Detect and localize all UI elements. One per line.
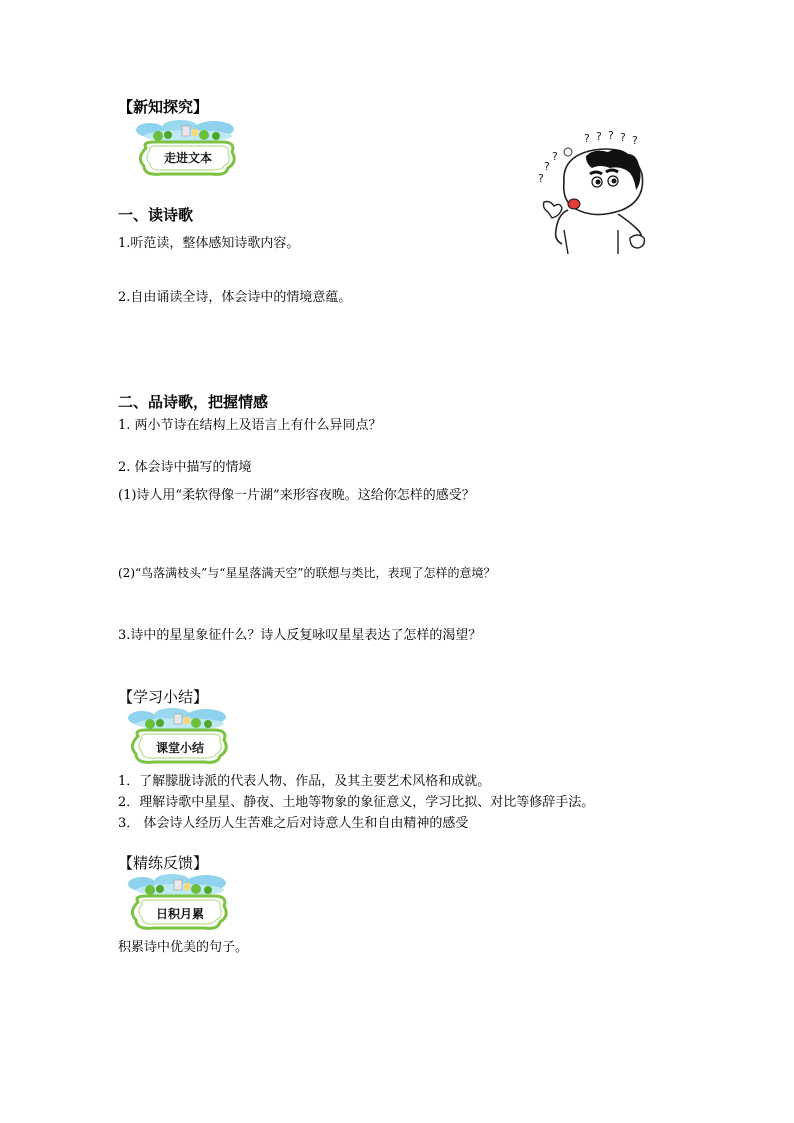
summary-item-1: 1．了解朦胧诗派的代表人物、作品，及其主要艺术风格和成就。 <box>118 774 491 789</box>
svg-text:?: ? <box>596 130 602 143</box>
thinking-cartoon-image <box>534 130 650 256</box>
svg-text:?: ? <box>620 131 626 144</box>
section-heading-summary: 【学习小结】 <box>118 688 209 706</box>
badge-label: 课堂小结 <box>155 741 204 755</box>
part1-title: 一、读诗歌 <box>118 206 194 224</box>
part2-question-2: 2. 体会诗中描写的情境 <box>118 460 252 475</box>
part2-title: 二、品诗歌，把握情感 <box>118 393 269 411</box>
badge-frame-icon <box>124 706 236 770</box>
section-heading-new-knowledge: 【新知探究】 <box>118 98 209 116</box>
part1-item-2: 2.自由诵读全诗，体会诗中的情境意蕴。 <box>118 290 352 305</box>
svg-text:?: ? <box>544 160 550 173</box>
badge-daily-accumulation <box>124 872 236 936</box>
part2-question-1: 1. 两小节诗在结构上及语言上有什么异同点？ <box>118 418 382 433</box>
section-heading-practice: 【精练反馈】 <box>118 854 209 872</box>
svg-text:?: ? <box>584 132 590 145</box>
part1-item-1: 1.听范读，整体感知诗歌内容。 <box>118 236 300 251</box>
summary-item-2: 2．理解诗歌中星星、静夜、土地等物象的象征意义，学习比拟、对比等修辞手法。 <box>118 795 595 810</box>
part2-question-3: 3.诗中的星星象征什么？诗人反复咏叹星星表达了怎样的渴望？ <box>118 628 482 643</box>
part2-question-2-2: (2)“鸟落满枝头”与“星星落满天空”的联想与类比，表现了怎样的意境？ <box>118 566 496 580</box>
summary-item-3: 3． 体会诗人经历人生苦难之后对诗意人生和自由精神的感受 <box>118 816 469 831</box>
svg-text:?: ? <box>552 150 558 163</box>
badge-class-summary <box>124 706 236 770</box>
badge-label: 走进文本 <box>163 151 212 165</box>
badge-read-text <box>132 118 244 182</box>
badge-label: 日积月累 <box>155 907 204 921</box>
badge-frame-icon <box>124 872 236 936</box>
practice-text: 积累诗中优美的句子。 <box>118 940 249 955</box>
svg-text:?: ? <box>608 130 614 142</box>
part2-question-2-1: (1)诗人用“柔软得像一片湖”来形容夜晚。这给你怎样的感受？ <box>118 488 475 503</box>
svg-text:?: ? <box>538 172 544 185</box>
svg-text:?: ? <box>632 134 638 147</box>
